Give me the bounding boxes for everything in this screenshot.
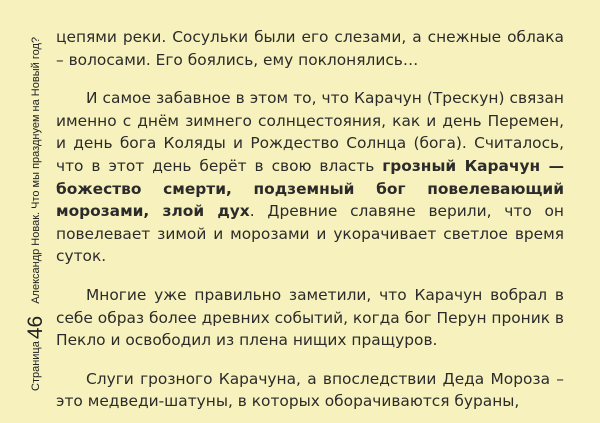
running-head: Александр Новак. Что мы празднуем на Новый год? [30,36,42,304]
page-label: Страница [30,341,42,391]
body-text [56,26,564,413]
page-number: 46 [24,315,47,340]
paragraph-continuation: цепями реки. Сосульки были его слезами, а снежные облака – волосами. Его боялись, ему поклонялись… [56,28,564,69]
paragraph-text: . Древние славяне верили, что он повелевает зимой и морозами и укорачивает светлое время суток. [56,202,564,266]
paragraph-karachun [56,87,564,268]
page-margin [0,0,47,423]
paragraph-text: И самое забавное в этом то, что Карачун (Трескун) связан именно с днём зимнего солнцестояния, как и день Перемен, и день бога Коляды и Рождество Солнца (бога). Считалось, что в этот день берёт в свою власть [56,89,564,175]
bold-emphasis: грозный Карачун — божество смерти, подземный бог повелевающий морозами, злой дух [56,156,564,221]
paragraph-perun: Многие уже правильно заметили, что Карачун вобрал в себе образ более древних событий, когда бог Перун проник в Пекло и освободил из плена нищих пращуров. [56,285,564,350]
margin-vertical-caption [24,37,48,391]
paragraph-servants: Слуги грозного Карачуна, а впоследствии Деда Мороза – это медведи-шатуны, в которых оборачиваются бураны, [56,369,564,411]
